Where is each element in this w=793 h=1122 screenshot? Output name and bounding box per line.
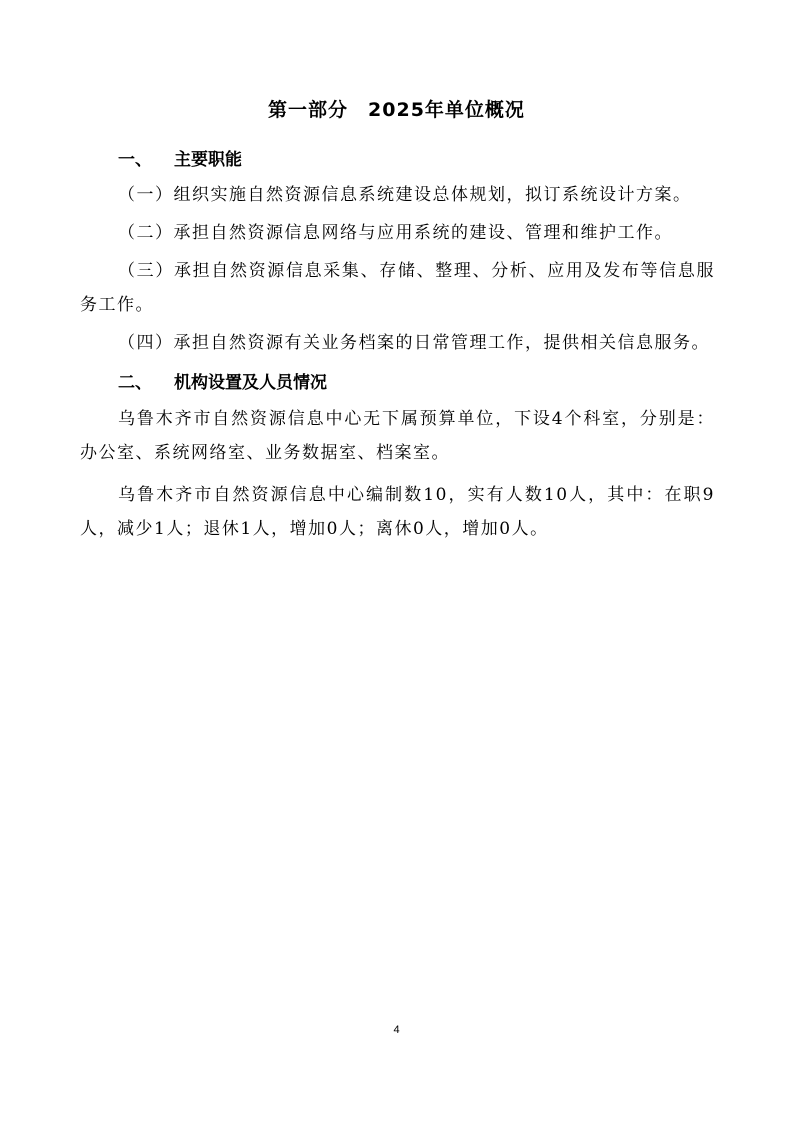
page-title: 第一部分 2025年单位概况 (268, 99, 525, 121)
paragraph: 乌鲁木齐市自然资源信息中心编制数10，实有人数10人，其中：在职9人，减少1人；退休1人，增加0人；离休0人，增加0人。 (80, 485, 715, 539)
page-number: 4 (393, 1024, 400, 1036)
paragraph: （四）承担自然资源有关业务档案的日常管理工作，提供相关信息服务。 (118, 333, 710, 353)
paragraph: 乌鲁木齐市自然资源信息中心无下属预算单位，下设4个科室，分别是：办公室、系统网络室、业务数据室、档案室。 (80, 409, 715, 463)
section-heading-text: 机构设置及人员情况 (174, 373, 327, 393)
paragraph: （三）承担自然资源信息采集、存储、整理、分析、应用及发布等信息服务工作。 (80, 261, 715, 315)
section-heading-text: 主要职能 (174, 150, 242, 170)
section-number: 二、 (118, 373, 152, 393)
section-heading-2 (118, 370, 327, 396)
section-heading-1 (118, 147, 242, 173)
section-number: 一、 (118, 150, 152, 170)
paragraph: （一）组织实施自然资源信息系统建设总体规划，拟订系统设计方案。 (118, 185, 692, 205)
paragraph: （二）承担自然资源信息网络与应用系统的建设、管理和维护工作。 (118, 223, 673, 243)
